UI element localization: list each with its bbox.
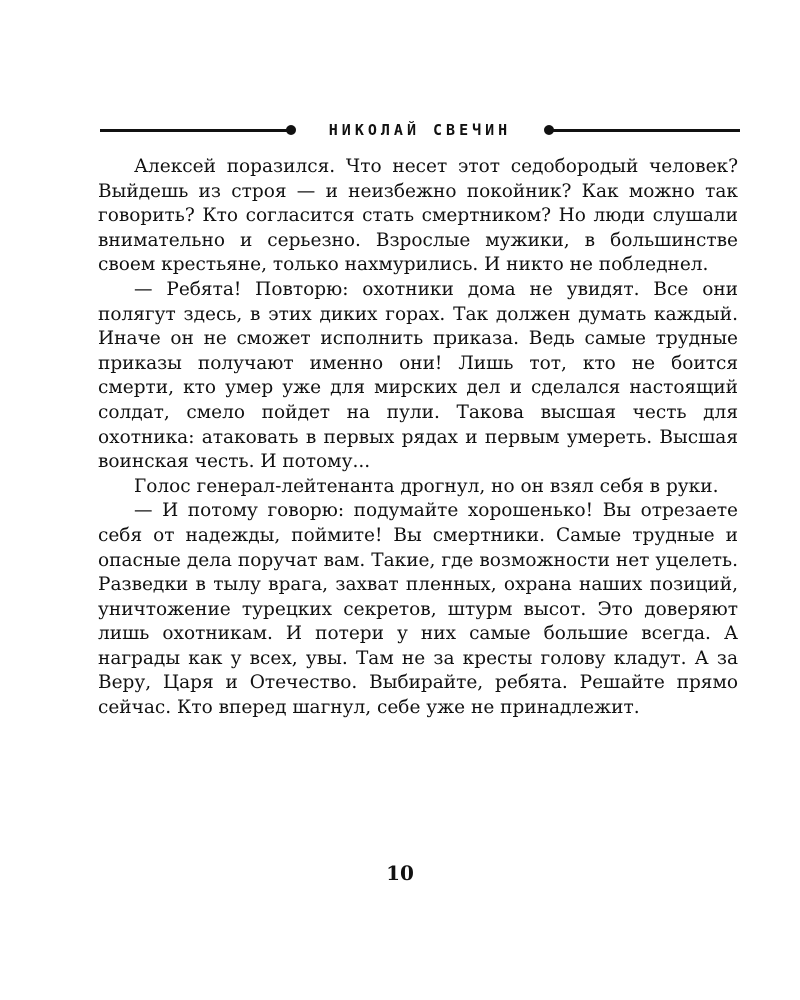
header-rule-right [550, 129, 740, 132]
page-number: 10 [386, 861, 414, 885]
running-header [100, 118, 740, 142]
body-text [98, 155, 738, 721]
paragraph: Алексей поразился. Что несет этот седобородый человек? Выйдешь из строя — и неизбежно покойник? Как можно так говорить? Кто согласится стать смертником? Но люди слушали внимательно и серьезно. Взрослые мужики, в большинстве своем крестьяне, только нахмурились. И никто не побледнел. [98, 156, 738, 276]
paragraph: Голос генерал-лейтенанта дрогнул, но он взял себя в руки. [134, 475, 719, 497]
header-author-name: НИКОЛАЙ СВЕЧИН [328, 121, 512, 139]
paragraph: — И потому говорю: подумайте хорошенько! Вы отрезаете себя от надежды, поймите! Вы смертники. Самые трудные и опасные дела поручат вам. Такие, где возможности нет уцелеть. Разведки в тылу врага, захват пленных, охрана наших позиций, уничтожение турецких секретов, штурм высот. Это доверяют лишь охотникам. И потери у них самые большие всегда. А награды как у всех, увы. Там не за кресты голову кладут. А за Веру, Царя и Отечество. Выбирайте, ребята. Решайте прямо сейчас. Кто вперед шагнул, себе уже не принадлежит. [98, 500, 738, 719]
paragraph: — Ребята! Повторю: охотники дома не увидят. Все они полягут здесь, в этих диких горах. Так должен думать каждый. Иначе он не сможет исполнить приказа. Ведь самые трудные приказы получают именно они! Лишь тот, кто не боится смерти, кто умер уже для мирских дел и сделался настоящий солдат, смело пойдет на пули. Такова высшая честь для охотника: атаковать в первых рядах и первым умереть. Высшая воинская честь. И потому... [98, 278, 738, 473]
